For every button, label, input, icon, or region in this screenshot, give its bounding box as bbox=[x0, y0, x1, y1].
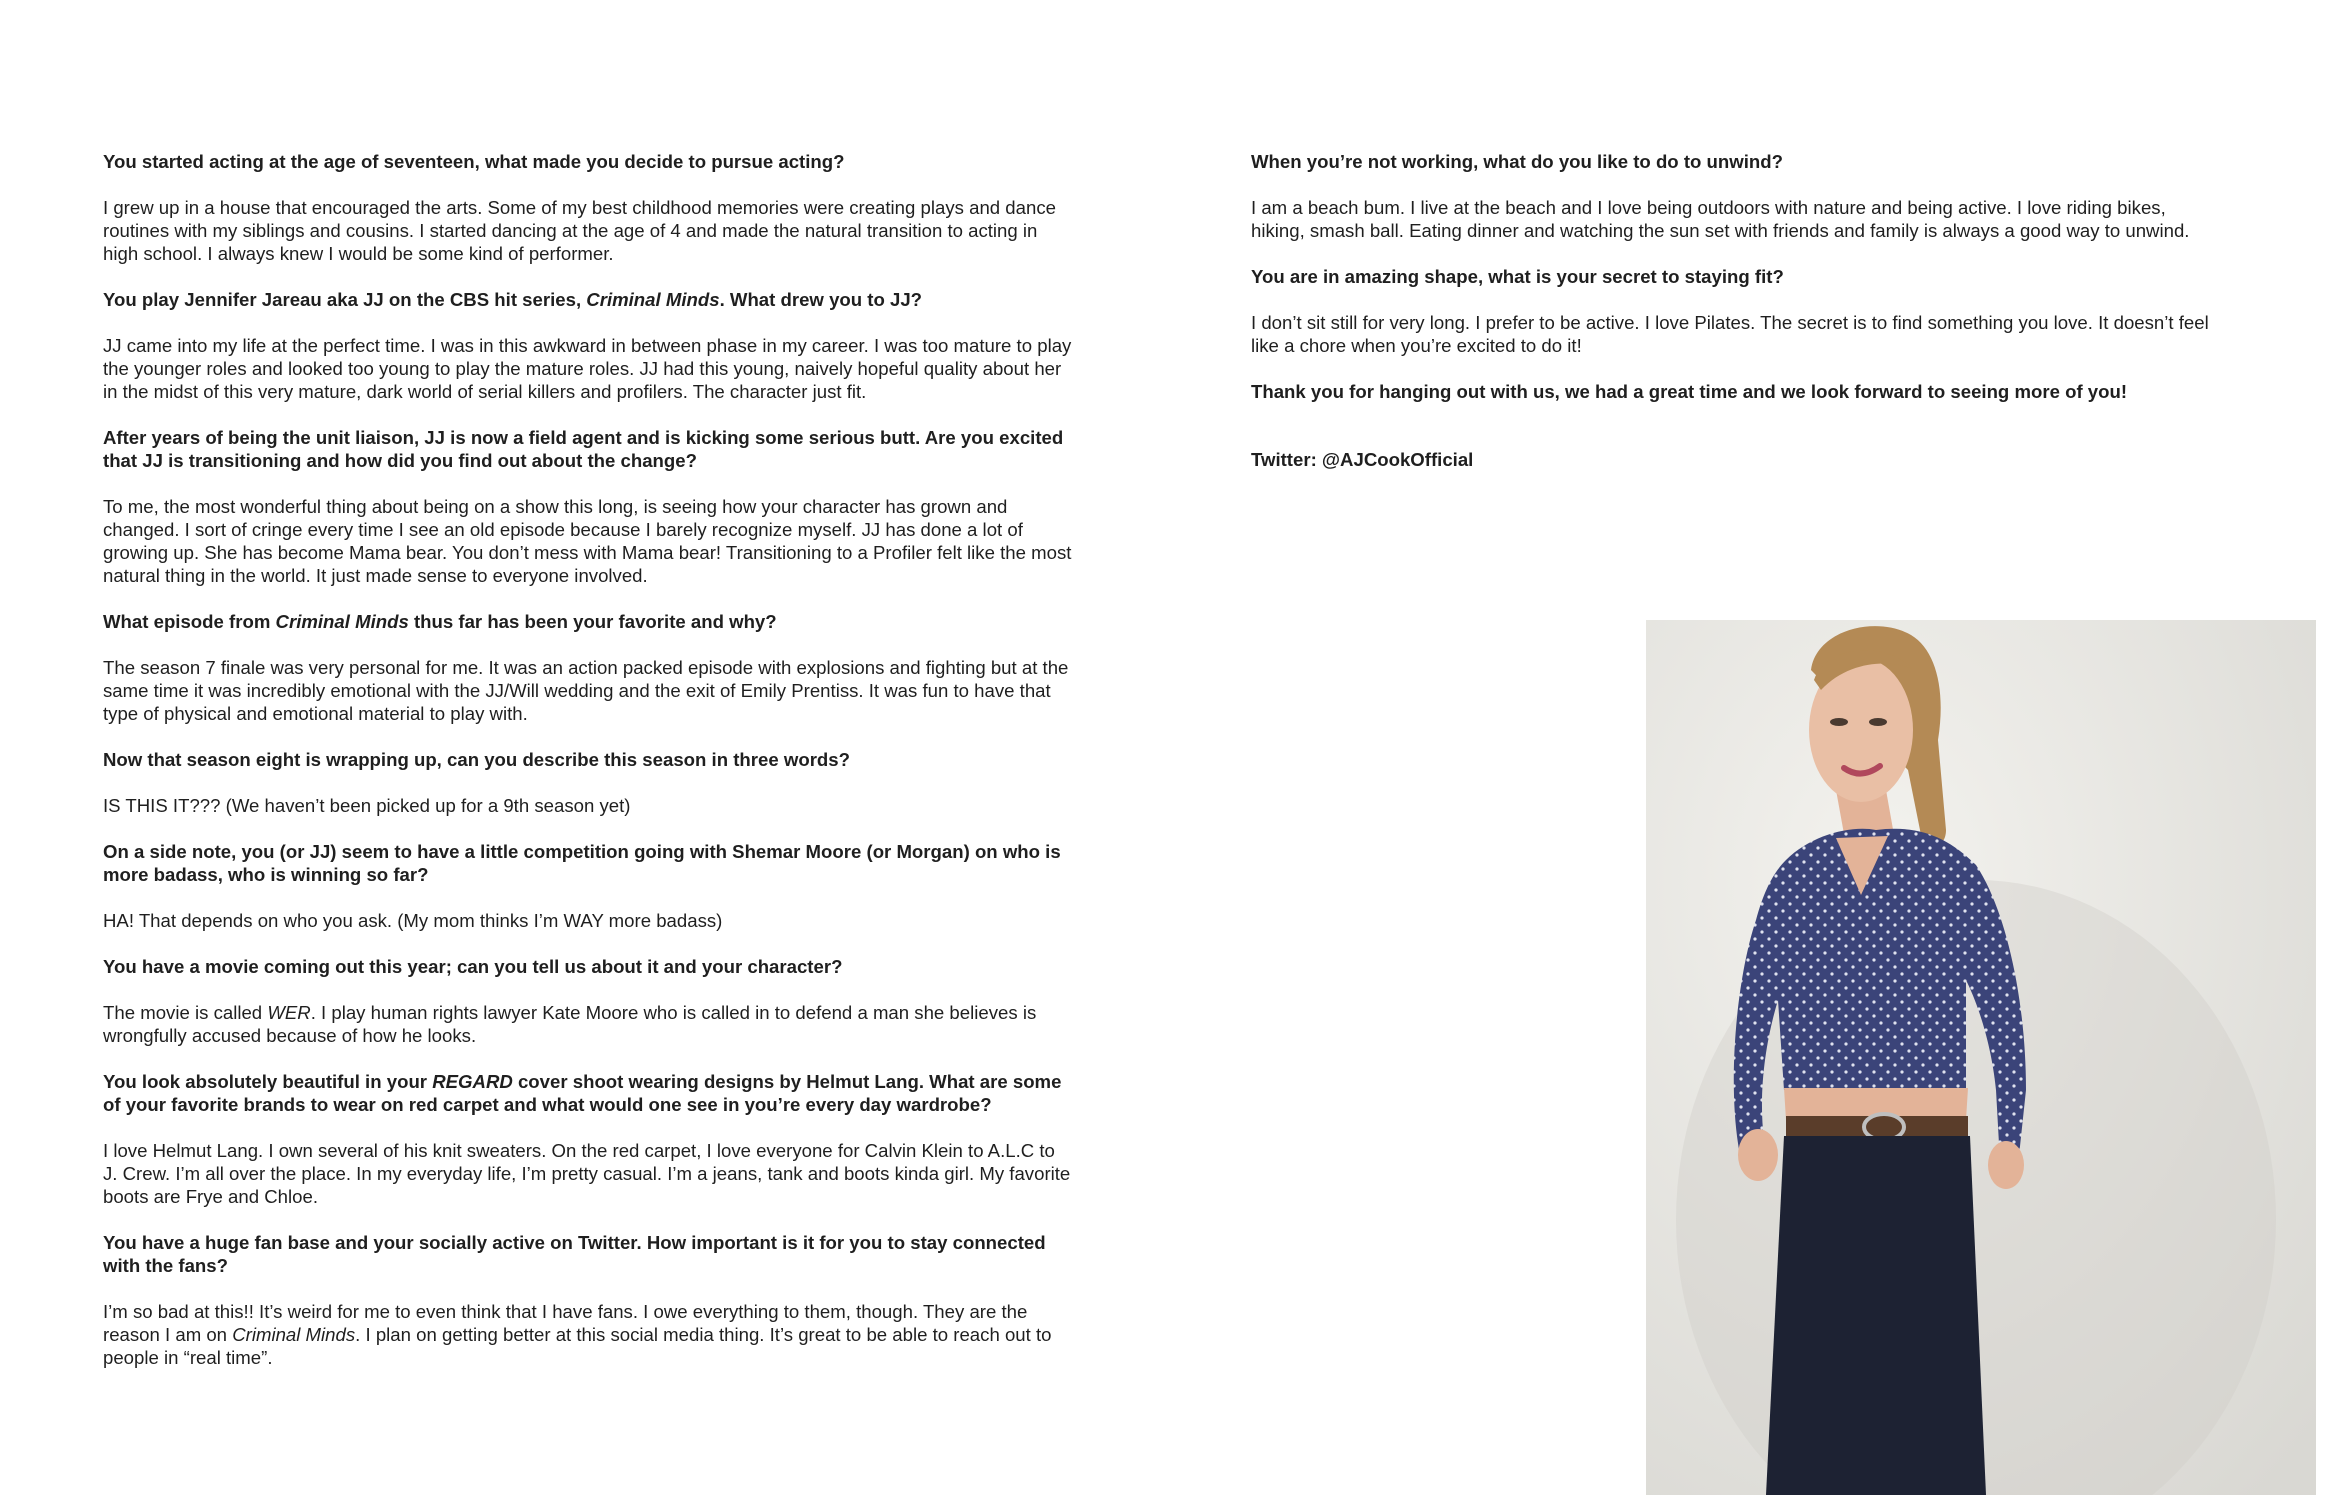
left-column bbox=[103, 150, 1103, 1392]
answer-line: growing up. She has become Mama bear. You don’t mess with Mama bear! Transitioning to a Profiler felt like the most bbox=[103, 542, 1072, 563]
question-text: thus far has been your favorite and why? bbox=[408, 611, 777, 632]
twitter-handle: Twitter: @AJCookOfficial bbox=[1251, 449, 1474, 470]
answer-3 bbox=[103, 495, 1103, 587]
answer-line: I grew up in a house that encouraged the arts. Some of my best childhood memories were creating plays and dance bbox=[103, 197, 1056, 218]
question-7 bbox=[103, 955, 1103, 978]
answer-line: the younger roles and looked too young to play the mature roles. JJ had this young, naively hopeful quality about her bbox=[103, 358, 1062, 379]
answer-1 bbox=[103, 196, 1103, 265]
answer-line: JJ came into my life at the perfect time. I was in this awkward in between phase in my career. I was too mature to play bbox=[103, 335, 1072, 356]
question-4 bbox=[103, 610, 1103, 633]
left-hand bbox=[1738, 1129, 1778, 1181]
closing-line: Thank you for hanging out with us, we had a great time and we look forward to seeing more of you! bbox=[1251, 381, 2128, 402]
question-line: You have a movie coming out this year; can you tell us about it and your character? bbox=[103, 956, 843, 977]
answer-line: natural thing in the world. It just made sense to everyone involved. bbox=[103, 565, 648, 586]
question-line: On a side note, you (or JJ) seem to have a little competition going with Shemar Moore (or Morgan) on who is bbox=[103, 841, 1061, 862]
answer-line: I love Helmut Lang. I own several of his knit sweaters. On the red carpet, I love everyone for Calvin Klein to A.L.C to bbox=[103, 1140, 1055, 1161]
answer-4 bbox=[103, 656, 1103, 725]
answer-7 bbox=[103, 1001, 1103, 1047]
answer-line: changed. I sort of cringe every time I see an old episode because I barely recognize myself. JJ has done a lot of bbox=[103, 519, 1023, 540]
question-9 bbox=[103, 1231, 1103, 1277]
belt bbox=[1786, 1116, 1968, 1138]
jeans bbox=[1766, 1136, 1986, 1495]
question-text: What episode from bbox=[103, 611, 276, 632]
question-2 bbox=[103, 288, 1103, 311]
eye bbox=[1869, 718, 1887, 726]
question-10: When you’re not working, what do you like to do to unwind? bbox=[1251, 151, 1783, 172]
question-text: You play Jennifer Jareau aka JJ on the CBS hit series, bbox=[103, 289, 587, 310]
question-line: Now that season eight is wrapping up, can you describe this season in three words? bbox=[103, 749, 850, 770]
answer-text: The movie is called bbox=[103, 1002, 268, 1023]
right-hand bbox=[1988, 1141, 2024, 1189]
eye bbox=[1830, 718, 1848, 726]
answer-6 bbox=[103, 909, 1103, 932]
show-title: Criminal Minds bbox=[275, 611, 409, 632]
answer-line: To me, the most wonderful thing about being on a show this long, is seeing how your character has grown and bbox=[103, 496, 1008, 517]
question-line bbox=[103, 1070, 1103, 1093]
answer-line: HA! That depends on who you ask. (My mom thinks I’m WAY more badass) bbox=[103, 910, 723, 931]
answer-text: . I play human rights lawyer Kate Moore who is called in to defend a man she believes is bbox=[310, 1002, 1037, 1023]
question-8 bbox=[103, 1070, 1103, 1116]
show-title: Criminal Minds bbox=[232, 1324, 356, 1345]
movie-title: WER bbox=[267, 1002, 311, 1023]
question-text: cover shoot wearing designs by Helmut Lang. What are some bbox=[512, 1071, 1062, 1092]
answer-line: I am a beach bum. I live at the beach and I love being outdoors with nature and being active. I love riding bikes, bbox=[1251, 197, 2166, 218]
answer-line: The season 7 finale was very personal for me. It was an action packed episode with explosions and fighting but at the bbox=[103, 657, 1069, 678]
question-line: more badass, who is winning so far? bbox=[103, 864, 429, 885]
answer-11 bbox=[1251, 311, 2251, 357]
answer-line: IS THIS IT??? (We haven’t been picked up for a 9th season yet) bbox=[103, 795, 631, 816]
answer-line: J. Crew. I’m all over the place. In my everyday life, I’m pretty casual. I’m a jeans, tank and boots kinda girl. My favorite bbox=[103, 1163, 1071, 1184]
question-line: of your favorite brands to wear on red carpet and what would one see in you’re every day wardrobe? bbox=[103, 1094, 992, 1115]
magazine-title: REGARD bbox=[432, 1071, 513, 1092]
answer-line: boots are Frye and Chloe. bbox=[103, 1186, 318, 1207]
portrait-photo bbox=[1646, 620, 2316, 1495]
answer-line bbox=[103, 1001, 1103, 1024]
answer-line: wrongfully accused because of how he looks. bbox=[103, 1025, 477, 1046]
answer-line: same time it was incredibly emotional with the JJ/Will wedding and the exit of Emily Prentiss. It was fun to have that bbox=[103, 680, 1051, 701]
answer-line: hiking, smash ball. Eating dinner and watching the sun set with friends and family is always a good way to unwind. bbox=[1251, 220, 2190, 241]
right-column bbox=[1251, 150, 2251, 471]
question-3 bbox=[103, 426, 1103, 472]
question-line: with the fans? bbox=[103, 1255, 228, 1276]
question-line: After years of being the unit liaison, JJ is now a field agent and is kicking some serious butt. Are you excited bbox=[103, 427, 1064, 448]
answer-text: . I plan on getting better at this social media thing. It’s great to be able to reach out to bbox=[355, 1324, 1052, 1345]
question-text: You look absolutely beautiful in your bbox=[103, 1071, 433, 1092]
question-1 bbox=[103, 150, 1103, 173]
question-line: You started acting at the age of seventeen, what made you decide to pursue acting? bbox=[103, 151, 845, 172]
question-11: You are in amazing shape, what is your secret to staying fit? bbox=[1251, 266, 1784, 287]
answer-line: in the midst of this very mature, dark world of serial killers and profilers. The character just fit. bbox=[103, 381, 867, 402]
answer-line: people in “real time”. bbox=[103, 1347, 273, 1368]
answer-9 bbox=[103, 1300, 1103, 1369]
answer-line: type of physical and emotional material to play with. bbox=[103, 703, 528, 724]
answer-text: reason I am on bbox=[103, 1324, 233, 1345]
answer-5 bbox=[103, 794, 1103, 817]
answer-line: high school. I always knew I would be some kind of performer. bbox=[103, 243, 614, 264]
answer-line: I don’t sit still for very long. I prefer to be active. I love Pilates. The secret is to find something you love. It doesn’t feel bbox=[1251, 312, 2209, 333]
answer-line: I’m so bad at this!! It’s weird for me to even think that I have fans. I owe everything to them, though. They are the bbox=[103, 1301, 1028, 1322]
answer-8 bbox=[103, 1139, 1103, 1208]
answer-10 bbox=[1251, 196, 2251, 242]
answer-line bbox=[103, 1323, 1103, 1346]
show-title: Criminal Minds bbox=[586, 289, 720, 310]
question-line: You have a huge fan base and your socially active on Twitter. How important is it for you to stay connected bbox=[103, 1232, 1046, 1253]
question-text: . What drew you to JJ? bbox=[719, 289, 923, 310]
question-line: that JJ is transitioning and how did you find out about the change? bbox=[103, 450, 697, 471]
answer-line: like a chore when you’re excited to do it! bbox=[1251, 335, 1582, 356]
answer-2 bbox=[103, 334, 1103, 403]
question-6 bbox=[103, 840, 1103, 886]
answer-line: routines with my siblings and cousins. I started dancing at the age of 4 and made the natural transition to acting in bbox=[103, 220, 1038, 241]
question-5 bbox=[103, 748, 1103, 771]
